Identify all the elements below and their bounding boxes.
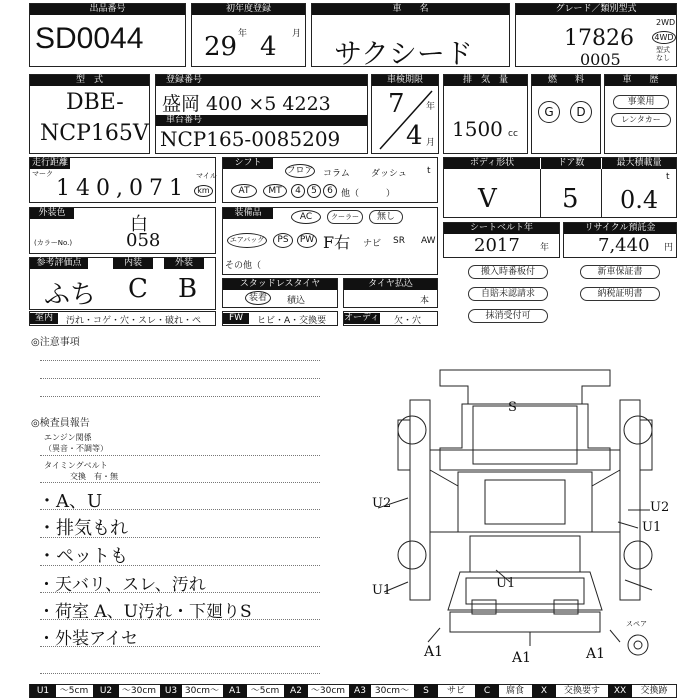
registration-label: 登録番号 — [156, 75, 367, 86]
first-registration-year: 29 — [204, 32, 238, 62]
inspection-month-unit: 月 — [426, 138, 436, 148]
history-rental: レンタカー — [611, 113, 671, 127]
capacity-value: 0.4 — [620, 186, 659, 214]
color-label: 外装色 — [30, 208, 74, 219]
recycle-label: リサイクル預託金 — [564, 223, 676, 234]
legend-key: S — [414, 684, 438, 698]
engine-sub: （異音・不調等） — [44, 444, 108, 453]
body-cell — [443, 157, 677, 218]
displacement-unit: cc — [508, 129, 518, 139]
report-line — [40, 565, 320, 566]
seatbelt-value: 2017 — [474, 235, 520, 256]
fw-cell — [222, 311, 338, 326]
inspection-label: 車検期限 — [372, 75, 438, 86]
seatbelt-label: シートベルト年 — [444, 223, 559, 234]
shift-column: コラム — [323, 169, 350, 179]
first-registration-label: 初年度登録 — [192, 4, 305, 15]
legend-key: U3 — [160, 684, 182, 698]
color-no-value: 058 — [126, 230, 161, 251]
damage-mark-s: S — [508, 400, 517, 415]
doc-erase: 抹消受付可 — [468, 309, 548, 323]
legend-value: 交換跡 — [640, 686, 668, 696]
doc-plate: 搬入時番板付 — [468, 265, 548, 279]
grade-value-2: 0005 — [580, 50, 621, 69]
equip-airbag: エアバッグ — [227, 233, 267, 248]
body-value: V — [478, 184, 497, 214]
damage-mark-u2-right: U2 — [650, 500, 670, 515]
fuel-cell — [531, 74, 601, 154]
score-value: ふち — [44, 280, 97, 310]
drive-none: 型式 なし — [656, 46, 670, 62]
first-registration-cell — [191, 3, 306, 67]
doors-value: 5 — [562, 184, 579, 214]
damage-mark-u2-left: U2 — [372, 496, 392, 511]
color-no-label: (カラーNo.) — [34, 239, 73, 247]
capacity-label: 最大積載量 — [602, 158, 676, 169]
legend-key: A3 — [349, 684, 371, 698]
capacity-unit: t — [666, 172, 670, 182]
shift-5: 5 — [307, 184, 321, 198]
doc-tax: 納税証明書 — [580, 287, 660, 301]
type-value-1: DBE- — [66, 90, 124, 115]
fw-items: ヒビ・A・交換要 — [257, 316, 327, 326]
year-unit: 年 — [238, 29, 248, 39]
mileage-mark-label: マーク — [32, 170, 53, 178]
equipment-cell — [222, 207, 438, 275]
model-name-label: 車 名 — [312, 4, 509, 15]
engine-label: エンジン関係 — [44, 433, 92, 442]
shift-mt: MT — [263, 184, 287, 198]
inspection-year: 7 — [388, 89, 405, 119]
mileage-label: 走行距離 — [31, 158, 68, 168]
report-line — [40, 537, 320, 538]
note-line — [40, 378, 320, 379]
timing-label: タイミングベルト — [44, 461, 108, 470]
tire-label: タイヤ払込 — [344, 279, 437, 290]
mileage-unit-km: km — [194, 185, 213, 197]
registration-value: 盛岡 400 ×5 4223 — [162, 93, 331, 115]
audio-cell — [343, 311, 438, 326]
divider — [540, 169, 541, 217]
inspection-year-unit: 年 — [426, 102, 436, 112]
equip-other: その他（ — [225, 261, 262, 271]
score-cell — [29, 257, 216, 310]
divider — [601, 169, 602, 217]
type-value-2: NCP165V — [40, 121, 149, 146]
equip-ac: AC — [291, 210, 321, 224]
legend-value: サビ — [446, 686, 465, 696]
report-line — [40, 482, 320, 483]
month-unit: 月 — [292, 29, 302, 39]
equip-sr: SR — [393, 236, 405, 246]
equip-navi: ナビ — [363, 239, 382, 249]
report-line — [40, 646, 320, 647]
spare-label: スペア — [626, 620, 647, 628]
report-label: ◎検査員報告 — [31, 418, 90, 429]
recycle-unit: 円 — [664, 243, 674, 253]
studless-fitted: 装着 — [245, 291, 271, 305]
legend-value: ～5cm — [250, 686, 280, 696]
color-cell — [29, 207, 216, 254]
notes-label: ◎注意事項 — [31, 337, 80, 348]
interior-condition-label: 室内 — [30, 313, 58, 324]
lot-number-value: SD0044 — [35, 22, 144, 55]
fuel-g-option: G — [538, 101, 560, 123]
report-item: ・A、U — [38, 491, 103, 512]
mileage-unit-mile: マイル — [196, 172, 217, 180]
grade-cell — [515, 3, 677, 67]
legend-value: 腐食 — [505, 686, 524, 696]
report-line — [40, 509, 320, 510]
legend-value: 交換要す — [563, 686, 600, 696]
recycle-cell — [563, 222, 677, 258]
audio-label: オーディオ — [344, 313, 389, 323]
legend-key: X — [532, 684, 556, 698]
tire-cell — [343, 278, 438, 308]
grade-value-1: 17826 — [564, 26, 634, 51]
legend-key: XX — [608, 684, 632, 698]
report-line — [40, 619, 320, 620]
report-item: ・天バリ、スレ、汚れ — [38, 575, 206, 595]
doc-auto: 自賠未認請求 — [468, 287, 548, 301]
fuel-label: 燃 料 — [532, 75, 600, 86]
equip-written: F右 — [323, 233, 351, 252]
legend-value: ～30cm — [121, 686, 157, 696]
shift-t: t — [427, 166, 431, 176]
shift-cell — [222, 157, 438, 203]
report-item: ・ペットも — [38, 546, 128, 567]
shift-dash: ダッシュ — [371, 169, 407, 179]
type-cell — [29, 74, 150, 154]
fw-label: FW — [223, 313, 249, 324]
shift-floor: フロア — [286, 166, 314, 176]
shift-4: 4 — [291, 184, 305, 198]
doors-label: ドア数 — [541, 158, 601, 169]
equip-cooler: クーラー — [327, 210, 363, 224]
legend-value: ～5cm — [59, 686, 89, 696]
inspection-month: 4 — [406, 121, 423, 151]
chassis-label: 車台番号 — [156, 115, 367, 126]
report-line — [40, 673, 320, 674]
equip-none: 無し — [369, 210, 403, 224]
equip-aw: AW — [421, 236, 436, 246]
audio-items: 欠・穴 — [394, 316, 422, 326]
studless-label: スタッドレスタイヤ — [223, 279, 337, 290]
legend-key: U2 — [93, 684, 119, 698]
report-line — [40, 455, 320, 456]
shift-at: AT — [231, 184, 257, 198]
history-label: 車 歴 — [605, 75, 676, 86]
lot-number-label: 出品番号 — [30, 4, 185, 15]
exterior-label: 外装 — [164, 258, 204, 269]
mileage-value: 140,071 — [56, 176, 189, 201]
strike-mark-icon — [372, 87, 438, 153]
report-item: ・外装アイセ — [38, 629, 138, 649]
damage-mark-u1-left: U1 — [372, 583, 392, 598]
first-registration-month: 4 — [260, 32, 277, 62]
damage-mark-u1-rear: U1 — [496, 576, 516, 591]
equipment-label: 装備品 — [223, 208, 273, 219]
model-name-value: サクシード — [334, 37, 473, 70]
legend-value: 30cm～ — [374, 686, 410, 696]
drive-4wd: 4WD — [652, 31, 676, 44]
shift-6: 6 — [323, 184, 337, 198]
shift-label: シフト — [223, 158, 273, 169]
report-line — [40, 592, 320, 593]
model-name-cell — [311, 3, 510, 70]
registration-cell — [155, 74, 368, 154]
displacement-label: 排 気 量 — [444, 75, 527, 86]
interior-condition-cell — [29, 311, 216, 326]
note-line — [40, 396, 320, 397]
legend-value: 30cm～ — [184, 686, 220, 696]
studless-cell — [222, 278, 338, 308]
recycle-value: 7,440 — [598, 235, 650, 256]
displacement-cell — [443, 74, 528, 154]
legend-key: A1 — [223, 684, 247, 698]
score-label: 参考評価点 — [30, 258, 88, 269]
legend-value: ～30cm — [310, 686, 346, 696]
tire-unit: 本 — [420, 296, 430, 306]
damage-mark-u1-right: U1 — [642, 520, 662, 535]
inspection-cell — [371, 74, 439, 154]
exterior-value: B — [178, 274, 198, 304]
damage-mark-a1-center: A1 — [512, 650, 532, 666]
equip-pw: PW — [297, 233, 317, 248]
timing-sub: 交換 有・無 — [70, 472, 118, 481]
seatbelt-cell — [443, 222, 560, 258]
report-item: ・荷室 A、U汚れ・下廻りS — [38, 602, 252, 622]
doc-warranty: 新車保証書 — [580, 265, 660, 279]
fuel-d-option: D — [570, 101, 592, 123]
color-value: 白 — [130, 214, 148, 235]
body-label: ボディ形状 — [444, 158, 540, 169]
interior-condition-items: 汚れ・コゲ・穴・スレ・破れ・ペ — [66, 316, 202, 326]
shift-other: 他（ ） — [341, 189, 396, 199]
legend-key: U1 — [30, 684, 56, 698]
legend-key: C — [475, 684, 499, 698]
mileage-cell — [29, 157, 216, 203]
report-item: ・排気もれ — [38, 518, 128, 539]
damage-mark-a1-right: A1 — [586, 646, 606, 662]
history-cell — [604, 74, 677, 154]
seatbelt-unit: 年 — [540, 243, 550, 253]
interior-label: 内装 — [113, 258, 153, 269]
grade-label: グレード／類別型式 — [516, 4, 676, 15]
type-label: 型 式 — [30, 75, 149, 86]
chassis-value: NCP165-0085209 — [160, 127, 341, 151]
damage-mark-a1-left: A1 — [424, 644, 444, 660]
interior-value: C — [128, 274, 148, 304]
legend-key: A2 — [284, 684, 308, 698]
displacement-value: 1500 — [452, 117, 503, 141]
history-business: 事業用 — [613, 95, 669, 109]
drive-2wd: 2WD — [656, 18, 676, 27]
lot-number-cell — [29, 3, 186, 67]
note-line — [40, 360, 320, 361]
studless-loaded: 積込 — [287, 296, 306, 306]
equip-ps: PS — [273, 233, 293, 248]
